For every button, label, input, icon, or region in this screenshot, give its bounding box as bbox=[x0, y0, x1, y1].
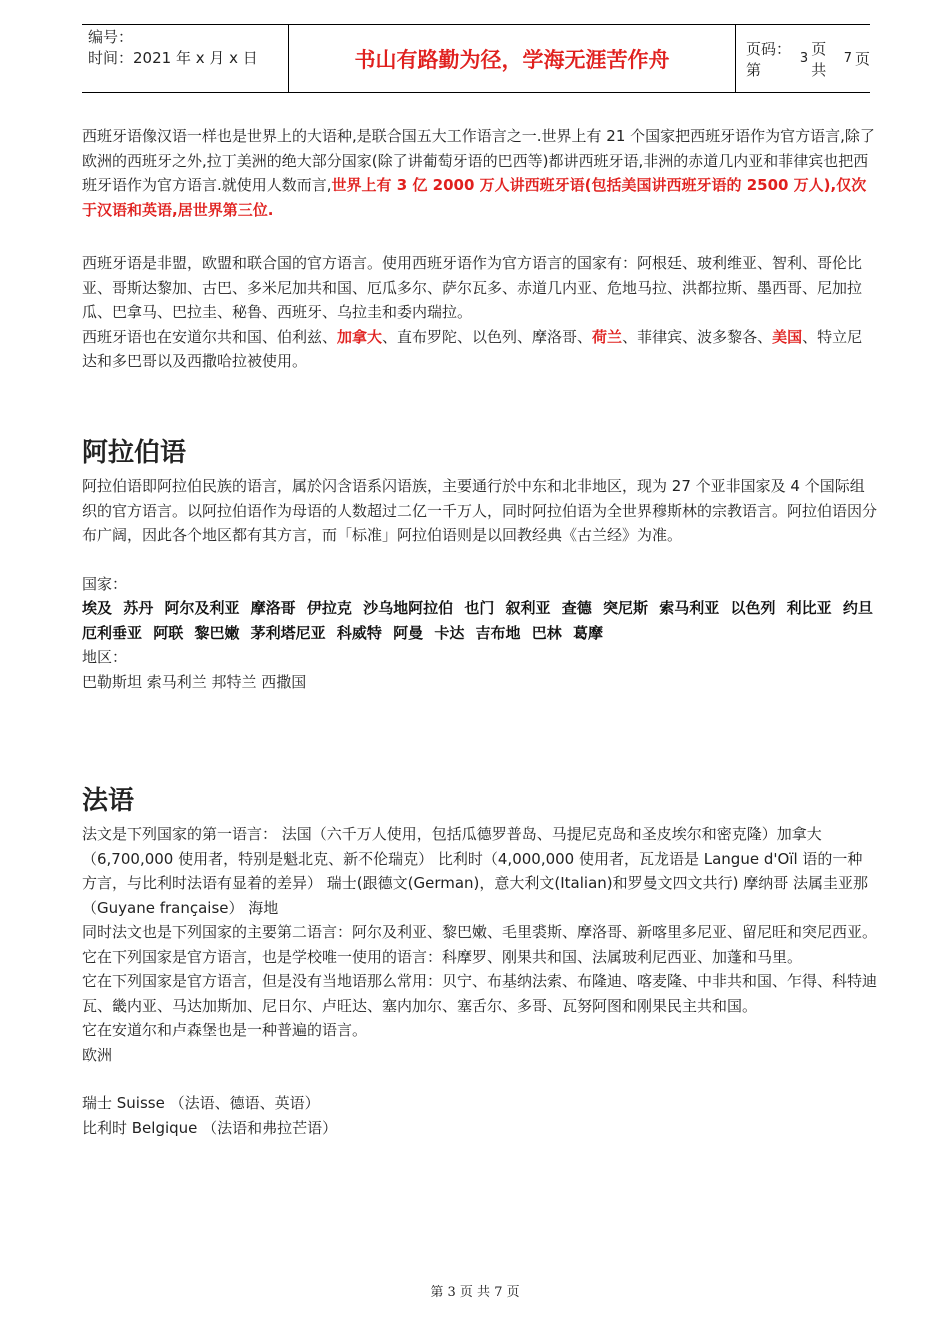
header-motto: 书山有路勤为径，学海无涯苦作舟 bbox=[288, 25, 736, 92]
arabic-p1: 阿拉伯语即阿拉伯民族的语言，属於闪含语系闪语族，主要通行於中东和北非地区，现为 27 个亚非国家及 4 个国际组织的官方语言。以阿拉伯语作为母语的人数超过二亿一千万人，同时阿拉伯语为全世界穆斯林的宗教语言。阿拉伯语因分布广阔，因此各个地区都有其方言，而「标准」阿拉伯语则是以回教经典《古兰经》为准。 bbox=[82, 477, 878, 544]
french-p8: 比利时 Belgique （法语和弗拉芒语） bbox=[82, 1118, 338, 1137]
arabic-section bbox=[82, 474, 877, 694]
french-p1: 法文是下列国家的第一语言： 法国（六千万人使用，包括瓜德罗普岛、马提尼克岛和圣皮埃尔和密克隆）加拿大（6,700,000 使用者，特别是魁北克、新不伦瑞克） 比利时（4,000,000 使用者，瓦龙语是 Langue d'Oïl 语的一种方言，与比利时法语有显着的差异） 瑞士(跟德文(German)，意大利文(Italian)和罗曼文四文共行) 摩纳哥 法属圭亚那（Guyane française） 海地 bbox=[82, 825, 869, 917]
arabic-countries-label: 国家： bbox=[82, 574, 128, 593]
highlight-netherlands: 荷兰 bbox=[592, 327, 623, 346]
arabic-regions-label: 地区： bbox=[82, 648, 128, 666]
page-suffix: 页 bbox=[854, 50, 870, 68]
header-page-number bbox=[746, 25, 870, 92]
french-p2: 同时法文也是下列国家的主要第二语言：阿尔及利亚、黎巴嫩、毛里裘斯、摩洛哥、新喀里多尼亚、留尼旺和突尼西亚。 bbox=[82, 923, 878, 941]
arabic-regions: 巴勒斯坦 索马利兰 邦特兰 西撒国 bbox=[82, 672, 307, 691]
time-label: 时间：2021 年 x 月 x 日 bbox=[88, 49, 258, 67]
french-p3: 它在下列国家是官方语言，也是学校唯一使用的语言：科摩罗、刚果共和国、法属玻利尼西亚、加蓬和马里。 bbox=[82, 947, 803, 966]
french-heading: 法语 bbox=[82, 786, 135, 816]
page-prefix: 页码：第 bbox=[746, 39, 792, 79]
spanish-p1-text: 西班牙语像汉语一样也是世界上的大语种,是联合国五大工作语言之一.世界上有 21 个国家把西班牙语作为官方语言,除了欧洲的西班牙之外,拉丁美洲的绝大部分国家(除了讲葡萄牙语的巴西等)都讲西班牙语,非洲的赤道几内亚和菲律宾也把西班牙语作为官方语言.就使用人数而言, bbox=[82, 127, 875, 194]
arabic-countries: 埃及 苏丹 阿尔及利亚 摩洛哥 伊拉克 沙乌地阿拉伯 也门 叙利亚 查德 突尼斯 索马利亚 以色列 利比亚 约旦 厄利垂亚 阿联 黎巴嫩 茅利塔尼亚 科威特 阿曼 卡达 吉布地 巴林 葛摩 bbox=[82, 599, 873, 642]
french-p5: 它在安道尔和卢森堡也是一种普遍的语言。 bbox=[82, 1021, 368, 1039]
spanish-p1-highlight: 世界上有 3 亿 2000 万人讲西班牙语(包括美国讲西班牙语的 2500 万人),仅次于汉语和英语,居世界第三位. bbox=[82, 176, 867, 219]
highlight-canada: 加拿大 bbox=[337, 327, 383, 346]
spacer bbox=[82, 548, 877, 572]
french-p4: 它在下列国家是官方语言，但是没有当地语那么常用：贝宁、布基纳法索、布隆迪、喀麦隆、中非共和国、乍得、科特迪瓦、畿内亚、马达加斯加、尼日尔、卢旺达、塞内加尔、塞舌尔、多哥、瓦努阿图和刚果民主共和国。 bbox=[82, 972, 878, 1015]
page-header bbox=[82, 24, 870, 93]
header-meta bbox=[88, 27, 258, 69]
spanish-p3-text bbox=[82, 325, 877, 374]
serial-label: 编号： bbox=[88, 28, 134, 46]
arabic-heading: 阿拉伯语 bbox=[82, 438, 187, 468]
page-footer: 第 3 页 共 7 页 bbox=[430, 1285, 520, 1300]
page-mid: 页 共 bbox=[811, 39, 827, 79]
spanish-paragraph-1 bbox=[82, 124, 877, 222]
french-p7: 瑞士 Suisse （法语、德语、英语） bbox=[82, 1094, 320, 1112]
highlight-usa: 美国 bbox=[772, 327, 803, 346]
page-total: 7 bbox=[843, 51, 852, 66]
page-num: 3 bbox=[799, 51, 809, 66]
spanish-paragraph-2 bbox=[82, 251, 877, 374]
spanish-p3-d: 、特立尼达和多巴哥以及西撒哈拉被使用。 bbox=[82, 327, 863, 370]
french-section bbox=[82, 822, 877, 1140]
spanish-p3-a: 西班牙语也在安道尔共和国、伯利兹、 bbox=[82, 327, 338, 346]
french-p6: 欧洲 bbox=[82, 1045, 113, 1064]
spanish-p3-b: 、直布罗陀、以色列、摩洛哥、 bbox=[382, 327, 593, 346]
spacer bbox=[82, 1067, 877, 1091]
spanish-p3-c: 、菲律宾、波多黎各、 bbox=[622, 327, 773, 346]
spanish-p2-text: 西班牙语是非盟，欧盟和联合国的官方语言。使用西班牙语作为官方语言的国家有：阿根廷、玻利维亚、智利、哥伦比亚、哥斯达黎加、古巴、多米尼加共和国、厄瓜多尔、萨尔瓦多、赤道几内亚、危地马拉、洪都拉斯、墨西哥、尼加拉瓜、巴拿马、巴拉圭、秘鲁、西班牙、乌拉圭和委内瑞拉。 bbox=[82, 254, 863, 321]
